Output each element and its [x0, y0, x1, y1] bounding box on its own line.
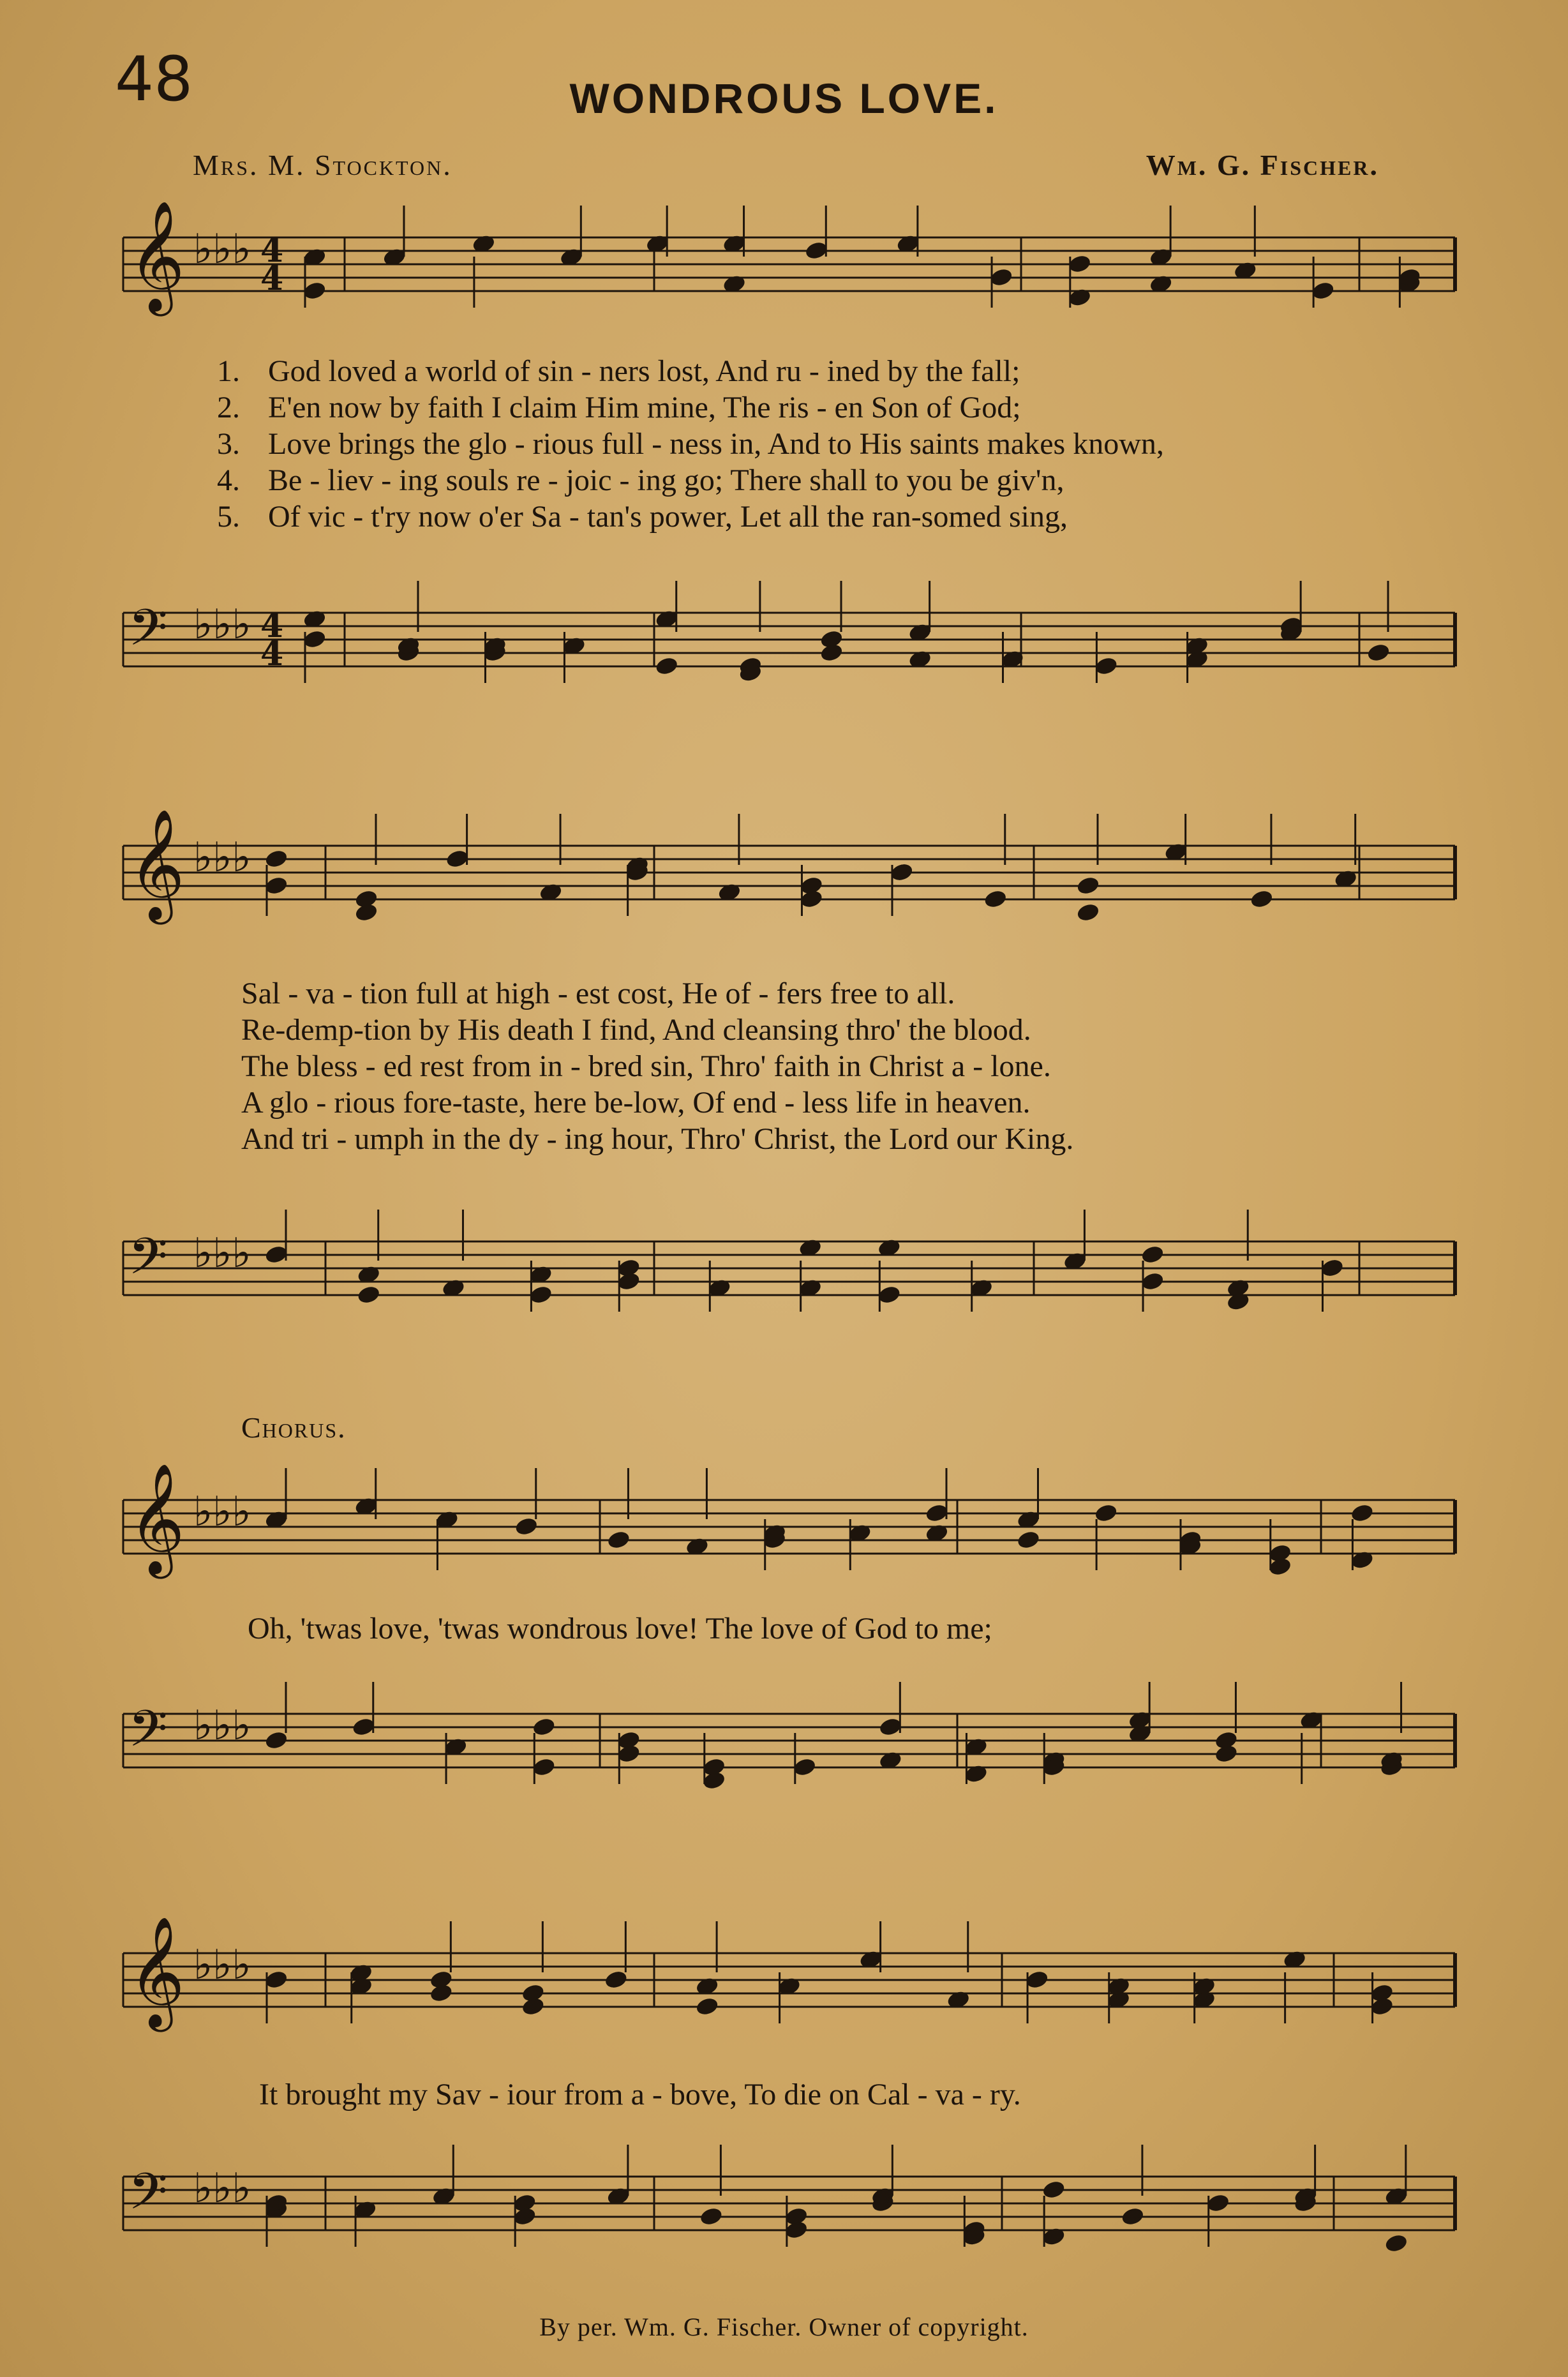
note-head: [1042, 2180, 1066, 2200]
note-head: [1094, 1503, 1118, 1524]
note-head: [1370, 1983, 1394, 2004]
copyright-footer: By per. Wm. G. Fischer. Owner of copyright.: [539, 2313, 1029, 2341]
lyric-line: And tri - umph in the dy - ing hour, Thro' Christ, the Lord our King.: [241, 1122, 1074, 1156]
verse-number: 4.: [217, 463, 240, 497]
note-head: [1068, 254, 1092, 274]
note-head: [445, 849, 470, 869]
note-head: [1121, 2207, 1145, 2227]
time-signature: 4: [260, 259, 284, 298]
treble-clef-icon: 𝄞: [128, 1916, 185, 2027]
time-signature: 4: [260, 634, 284, 673]
note-head: [1025, 1970, 1049, 1990]
lyric-line: A glo - rious fore-taste, here be-low, Of end - less life in heaven.: [241, 1086, 1031, 1120]
flat-icon: ♭♭♭: [193, 1942, 251, 1989]
verse-lyrics-line-2: [241, 975, 1073, 1157]
treble-clef-icon: 𝄞: [128, 200, 185, 311]
note-head: [264, 1730, 288, 1751]
treble-clef-icon: 𝄞: [128, 809, 185, 920]
lyric-line: Re-demp-tion by His death I find, And cleansing thro' the blood.: [241, 1013, 1031, 1047]
note-head: [983, 889, 1008, 910]
note-head: [354, 903, 378, 923]
note-head: [1076, 903, 1100, 923]
staff: [123, 1500, 1455, 1554]
note-head: [302, 281, 327, 301]
note-head: [879, 1717, 903, 1737]
note-head: [264, 1245, 288, 1265]
staff: [123, 1714, 1455, 1767]
note-head: [1206, 2193, 1230, 2214]
note-head: [1017, 1530, 1041, 1550]
lyric-line: Sal - va - tion full at high - est cost, He of - fers free to all.: [241, 977, 955, 1010]
note-head: [264, 1970, 288, 1990]
note-head: [784, 2220, 809, 2240]
verse-lyrics-line-1: [268, 353, 1164, 535]
verse-number: 1.: [217, 354, 240, 388]
note-head: [699, 2207, 724, 2227]
note-head: [1384, 2233, 1408, 2254]
note-head: [264, 876, 288, 896]
note-head: [616, 1258, 641, 1278]
note-head: [1350, 1503, 1375, 1524]
note-head: [1140, 1245, 1165, 1265]
note-head: [655, 656, 679, 677]
lyric-line: God loved a world of sin - ners lost, And ru - ined by the fall;: [268, 354, 1020, 388]
flat-icon: ♭♭♭: [193, 601, 251, 649]
bass-clef-icon: 𝄢: [128, 1227, 168, 1298]
note-head: [604, 1970, 629, 1990]
note-head: [1214, 1730, 1239, 1751]
note-head: [1311, 281, 1335, 301]
bass-clef-icon: 𝄢: [128, 2162, 168, 2233]
note-head: [1250, 889, 1274, 910]
verse-number: 5.: [217, 500, 240, 534]
note-head: [357, 1285, 381, 1305]
note-head: [1076, 876, 1100, 896]
note-head: [800, 889, 824, 910]
flat-icon: ♭♭♭: [193, 1230, 251, 1277]
note-head: [890, 862, 914, 883]
note-head: [529, 1285, 553, 1305]
note-head: [804, 241, 828, 261]
note-head: [607, 1530, 631, 1550]
bass-clef-icon: 𝄢: [128, 1699, 168, 1771]
flat-icon: ♭♭♭: [193, 834, 251, 881]
time-signature: 4: [260, 231, 284, 270]
note-head: [702, 1771, 726, 1791]
staff: [123, 846, 1455, 899]
note-head: [514, 1517, 539, 1537]
bass-clef-icon: 𝄢: [128, 598, 168, 670]
note-head: [512, 2207, 537, 2227]
note-head: [302, 629, 327, 650]
note-head: [352, 1717, 376, 1737]
note-head: [695, 1997, 719, 2017]
note-head: [429, 1970, 454, 1990]
verse-numbers: [217, 353, 240, 535]
flat-icon: ♭♭♭: [193, 1488, 251, 1536]
note-head: [1366, 643, 1391, 663]
chorus-lyrics-line-2: It brought my Sav - iour from a - bove, To die on Cal - va - ry.: [259, 2078, 1021, 2111]
lyric-line: The bless - ed rest from in - bred sin, Thro' faith in Christ a - lone.: [241, 1049, 1051, 1083]
composer-credit: Wm. G. Fischer.: [1146, 149, 1379, 181]
lyric-line: Be - liev - ing souls re - joic - ing go; There shall to you be giv'n,: [268, 463, 1064, 497]
flat-icon: ♭♭♭: [193, 1702, 251, 1750]
flat-icon: ♭♭♭: [193, 2165, 251, 2212]
verse-number: 2.: [217, 391, 240, 424]
note-head: [1094, 656, 1119, 677]
staff: [123, 1241, 1455, 1295]
note-head: [616, 1744, 641, 1764]
note-head: [1320, 1258, 1345, 1278]
note-head: [793, 1757, 817, 1778]
verse-number: 3.: [217, 427, 240, 461]
lyricist-credit: Mrs. M. Stockton.: [193, 149, 452, 181]
note-head: [1140, 1271, 1165, 1292]
note-head: [521, 1983, 546, 2004]
note-head: [989, 267, 1013, 288]
flat-icon: ♭♭♭: [193, 226, 251, 273]
note-head: [532, 1757, 556, 1778]
time-signature: 4: [260, 606, 284, 645]
note-head: [1268, 1557, 1292, 1577]
note-head: [877, 1285, 902, 1305]
treble-clef-icon: 𝄞: [128, 1463, 185, 1574]
chorus-label: Chorus.: [241, 1411, 347, 1444]
note-head: [819, 643, 844, 663]
hymn-title: WONDROUS LOVE.: [569, 75, 999, 122]
lyric-line: Of vic - t'ry now o'er Sa - tan's power, Let all the ran-somed sing,: [268, 500, 1068, 534]
note-head: [532, 1717, 556, 1737]
note-head: [925, 1503, 949, 1524]
lyric-line: E'en now by faith I claim Him mine, The ris - en Son of God;: [268, 391, 1021, 424]
page-number: 48: [115, 43, 193, 115]
note-head: [264, 849, 288, 869]
lyric-line: Love brings the glo - rious full - ness in, And to His saints makes known,: [268, 427, 1164, 461]
chorus-lyrics-line-1: Oh, 'twas love, 'twas wondrous love! The love of God to me;: [248, 1612, 992, 1646]
